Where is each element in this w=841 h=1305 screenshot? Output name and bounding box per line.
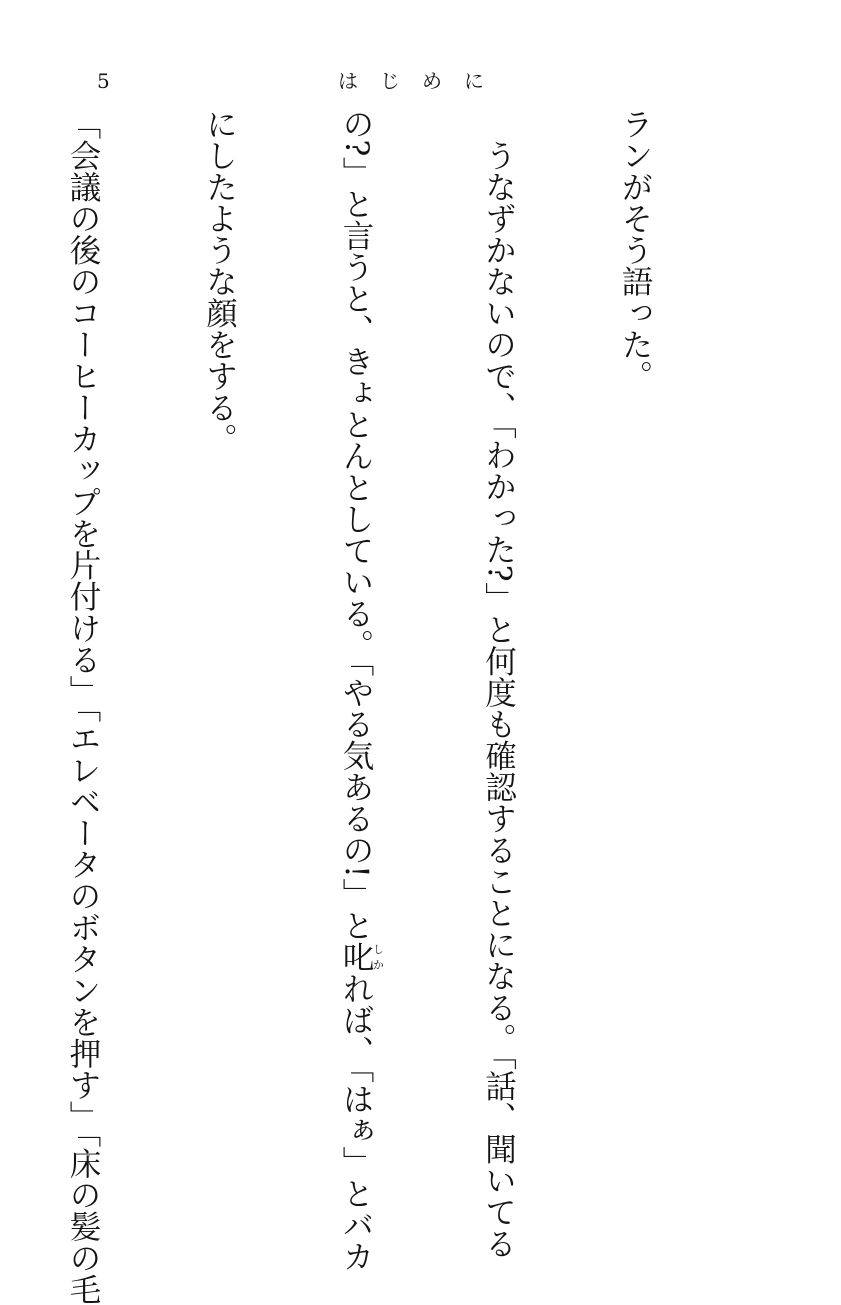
text-line: にしたような顔をする。 <box>201 108 238 455</box>
page-number: 5 <box>97 69 110 93</box>
text-line: ランがそう語った。 <box>617 108 653 392</box>
text-line: の?」と言うと、きょとんとしている。「やる気あるの!」と叱しかれば、「はぁ」とバカ <box>338 108 385 1272</box>
text-line: 「会議の後のコーヒーカップを片付ける」「エレベータのボタンを押す」「床の髪の毛 <box>65 108 101 1305</box>
body-text <box>65 108 748 1305</box>
running-head: はじめに <box>338 69 506 93</box>
ruby-annotation: 叱しか <box>338 940 385 973</box>
text-line: うなずかないので、「わかった?」と何度も確認することになる。「話、聞いてる <box>480 108 517 1259</box>
